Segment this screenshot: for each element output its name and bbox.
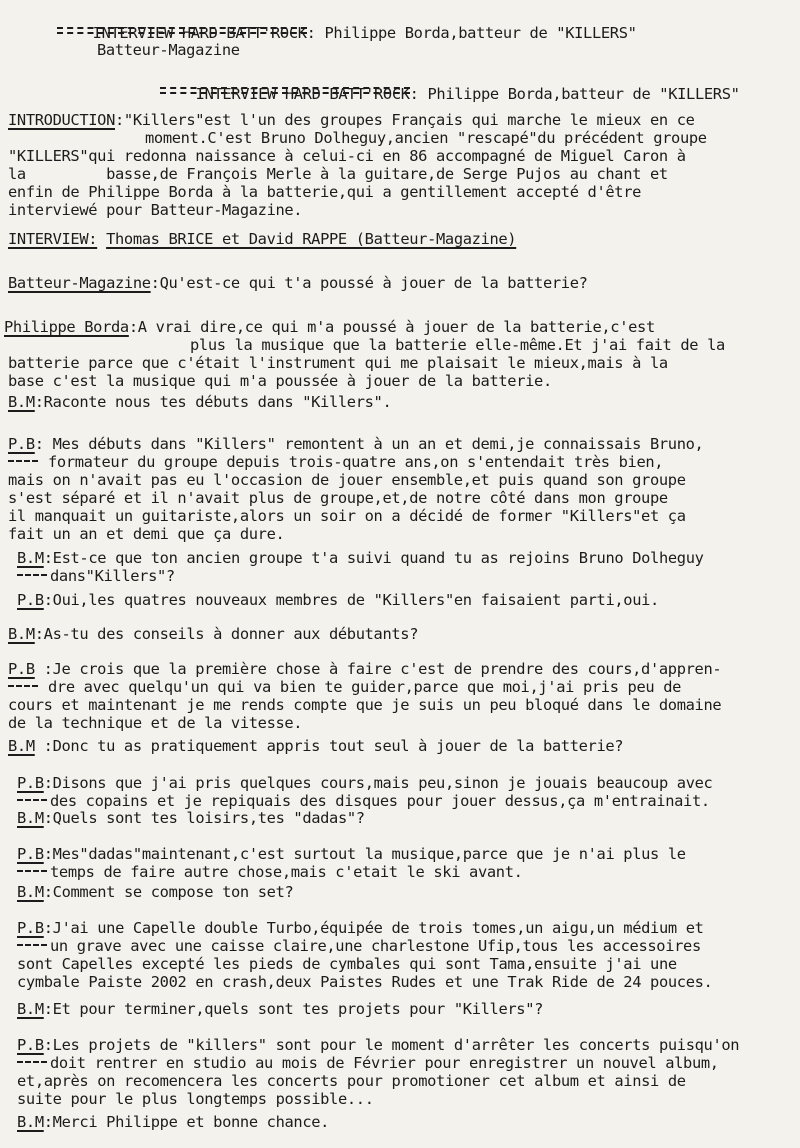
- answer-line: mais on n'avait pas eu l'occasion de jouer ensemble,et puis quand son groupe: [8, 471, 686, 489]
- speaker-label: P.B: [17, 919, 44, 937]
- question: B.M:Et pour terminer,quels sont tes projets pour "Killers"?: [17, 1000, 544, 1018]
- dash-mark: [8, 685, 38, 687]
- speaker-label: P.B: [17, 774, 44, 792]
- intro-line: interviewé pour Batteur-Magazine.: [8, 201, 303, 219]
- speaker-label: P.B: [8, 660, 35, 678]
- answer-line: de la technique et de la vitesse.: [8, 714, 303, 732]
- answer-line: cymbale Paiste 2002 en crash,deux Paistes Rudes et une Trak Ride de 24 pouces.: [17, 973, 713, 991]
- speaker-label: B.M: [17, 883, 44, 901]
- question: B.M:Quels sont tes loisirs,tes "dadas"?: [17, 809, 365, 827]
- answer-line: batterie parce que c'était l'instrument qui me plaisait le mieux,mais à la: [8, 354, 668, 372]
- answer-line: base c'est la musique qui m'a poussée à jouer de la batterie.: [8, 372, 552, 390]
- speaker-label: B.M: [17, 1000, 44, 1018]
- dash-mark: [17, 799, 47, 801]
- header-title-rest: Philippe Borda,batteur de "KILLERS": [418, 85, 740, 103]
- speaker-label: P.B: [17, 591, 44, 609]
- answer-line: fait un an et demi que ça dure.: [8, 525, 285, 543]
- intro-line: INTRODUCTION:"Killers"est l'un des groupes Français qui marche le mieux en ce: [8, 111, 695, 129]
- header-double-rule: [57, 32, 307, 34]
- dash-mark: [17, 944, 47, 946]
- answer-line: temps de faire autre chose,mais c'etait le ski avant.: [50, 863, 523, 881]
- speaker-label: P.B: [17, 845, 44, 863]
- answer-line: plus la musique que la batterie elle-même.Et j'ai fait de la: [190, 336, 725, 354]
- dash-mark: [17, 870, 47, 872]
- question: B.M :Donc tu as pratiquement appris tout seul à jouer de la batterie?: [8, 737, 624, 755]
- speaker-label: B.M: [17, 549, 44, 567]
- header-title-rest: Philippe Borda,batteur de "KILLERS": [315, 24, 637, 42]
- intro-line: moment.C'est Bruno Dolheguy,ancien "rescapé"du précédent groupe: [145, 129, 707, 147]
- header-double-rule: [160, 87, 410, 89]
- dash-mark: [17, 1061, 47, 1063]
- answer-line: s'est séparé et il n'avait plus de groupe,et,de notre côté dans mon groupe: [8, 489, 668, 507]
- answer: P.B:J'ai une Capelle double Turbo,équipée de trois tomes,un aigu,un médium et: [17, 919, 704, 937]
- header-double-rule: [57, 27, 307, 29]
- answer-line: un grave avec une caisse claire,une charlestone Ufip,tous les accessoires: [50, 937, 701, 955]
- speaker-label: B.M: [17, 1113, 44, 1131]
- answer-line: des copains et je repiquais des disques pour jouer dessus,ça m'entrainait.: [50, 792, 710, 810]
- speaker-label: B.M: [8, 737, 35, 755]
- question: B.M:Raconte nous tes débuts dans "Killers".: [8, 393, 392, 411]
- question: B.M:Merci Philippe et bonne chance.: [17, 1113, 330, 1131]
- answer: P.B:Mes"dadas"maintenant,c'est surtout la musique,parce que je n'ai plus le: [17, 845, 686, 863]
- question: B.M:Est-ce que ton ancien groupe t'a suivi quand tu as rejoins Bruno Dolheguy: [17, 549, 704, 567]
- intro-line: "KILLERS"qui redonna naissance à celui-ci en 86 accompagné de Miguel Caron à: [8, 147, 686, 165]
- question: B.M:Comment se compose ton set?: [17, 883, 294, 901]
- answer: P.B: Mes débuts dans "Killers" remontent à un an et demi,je connaissais Bruno,: [8, 435, 704, 453]
- interview-credits: [8, 230, 516, 248]
- answer-line: doit rentrer en studio au mois de Février pour enregistrer un nouvel album,: [50, 1054, 719, 1072]
- question: B.M:As-tu des conseils à donner aux débutants?: [8, 625, 419, 643]
- header-double-rule: [160, 92, 410, 94]
- intro-line: la basse,de François Merle à la guitare,de Serge Pujos au chant et: [8, 165, 668, 183]
- intro-line: enfin de Philippe Borda à la batterie,qui a gentillement accepté d'être: [8, 183, 642, 201]
- answer-line: suite pour le plus longtemps possible...: [17, 1090, 374, 1108]
- intro-label: INTRODUCTION: [8, 111, 115, 129]
- answer-line: et,après on recomencera les concerts pour promotioner cet album et ainsi de: [17, 1072, 686, 1090]
- answer-line: dre avec quelqu'un qui va bien te guider,parce que moi,j'ai pris peu de: [48, 678, 682, 696]
- credits-names: Thomas BRICE et David RAPPE (Batteur-Magazine): [106, 230, 517, 248]
- speaker-label: P.B: [17, 1036, 44, 1054]
- answer-line: sont Capelles excepté les pieds de cymbales qui sont Tama,ensuite j'ai une: [17, 955, 677, 973]
- header-title-prefix: INTERVIEW HARD BATT'ROCK:: [195, 85, 419, 103]
- dash-mark: [8, 460, 38, 462]
- answer: P.B:Disons que j'ai pris quelques cours,mais peu,sinon je jouais beaucoup avec: [17, 774, 713, 792]
- question: Batteur-Magazine:Qu'est-ce qui t'a poussé à jouer de la batterie?: [8, 274, 588, 292]
- speaker-label: B.M: [8, 625, 35, 643]
- speaker-label: P.B: [8, 435, 35, 453]
- answer: P.B:Oui,les quatres nouveaux membres de "Killers"en faisaient parti,oui.: [17, 591, 659, 609]
- answer-line: il manquait un guitariste,alors un soir on a décidé de former "Killers"et ça: [8, 507, 686, 525]
- answer: Philippe Borda:A vrai dire,ce qui m'a poussé à jouer de la batterie,c'est: [4, 318, 655, 336]
- answer-line: formateur du groupe depuis trois-quatre ans,on s'entendait très bien,: [48, 453, 664, 471]
- speaker-label: Batteur-Magazine: [8, 274, 151, 292]
- question-line: dans"Killers"?: [50, 567, 175, 585]
- dash-mark: [17, 574, 47, 576]
- answer: P.B :Je crois que la première chose à faire c'est de prendre des cours,d'appren-: [8, 660, 722, 678]
- magazine-name: Batteur-Magazine: [97, 41, 240, 59]
- credits-label: INTERVIEW:: [8, 230, 98, 248]
- header-title-prefix: INTERVIEW HARD BATT'ROCK:: [92, 24, 316, 42]
- speaker-label: B.M: [8, 393, 35, 411]
- answer-line: cours et maintenant je me rends compte que je suis un peu bloqué dans le domaine: [8, 696, 722, 714]
- speaker-label: B.M: [17, 809, 44, 827]
- answer: P.B:Les projets de "killers" sont pour le moment d'arrêter les concerts puisqu'on: [17, 1036, 740, 1054]
- speaker-label: Philippe Borda: [4, 318, 129, 336]
